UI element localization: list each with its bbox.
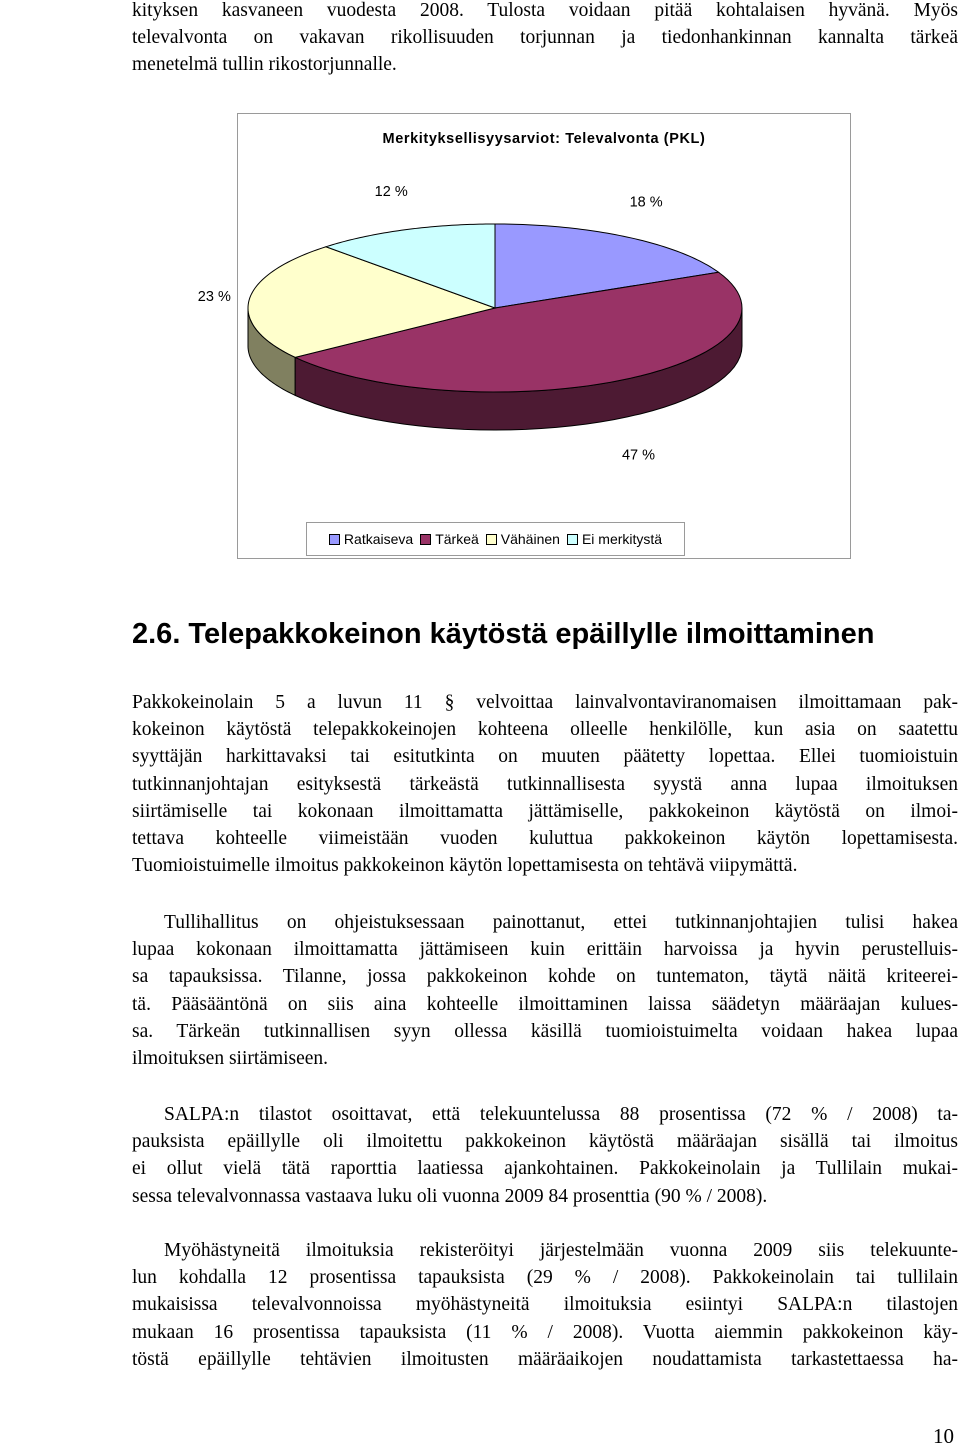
text-line: sa tapauksissa. Tilanne, jossa pakkokeinon kohde on tuntematon, täytä näitä kriteerei- — [132, 966, 958, 988]
legend-item — [420, 531, 479, 547]
text-line: sessa televalvonnassa vastaava luku oli vuonna 2009 84 prosenttia (90 % / 2008). — [132, 1185, 768, 1207]
legend-swatch — [420, 534, 431, 545]
legend-item — [486, 531, 560, 547]
text-line: tettava kohteelle viimeistään vuoden kuluttua pakkokeinon käytön lopettamisesta. — [132, 828, 958, 850]
text-line: SALPA:n tilastot osoittavat, että telekuuntelussa 88 prosentissa (72 % / 2008) ta- — [164, 1104, 958, 1125]
text-line: siirtämiselle tai kokonaan ilmoittamatta jättämiselle, pakkokeinon käytöstä on ilmoi- — [132, 800, 958, 822]
pie-data-label: 18 % — [629, 194, 663, 211]
paragraph — [132, 909, 958, 1072]
text-line: lun kohdalla 12 prosentissa tapauksista (29 % / 2008). Pakkokeinolain tai tullilain — [132, 1267, 958, 1289]
paragraph — [132, 1101, 958, 1210]
chart-legend — [306, 522, 685, 556]
text-line: Pakkokeinolain 5 a luvun 11 § velvoittaa lainvalvontaviranomaisen ilmoittamaan pak- — [132, 692, 958, 713]
pie-data-label: 47 % — [621, 447, 656, 464]
page-number: 10 — [933, 1424, 954, 1448]
legend-swatch — [567, 534, 578, 545]
text-line: Tullihallitus on ohjeistuksessaan painottanut, ettei tutkinnanjohtajien tulisi hakea — [164, 912, 958, 933]
text-line: ilmoituksen siirtämiseen. — [132, 1048, 329, 1070]
text-line: televalvonta on vakavan rikollisuuden torjunnan ja tiedonhankinnan kannalta tärkeä — [132, 27, 958, 49]
text-line: mukaisissa televalvonnoissa myöhästyneitä ilmoituksia esiintyi SALPA:n tilastojen — [132, 1294, 958, 1316]
text-line: Myöhästyneitä ilmoituksia rekisteröityi järjestelmään vuonna 2009 siis telekuunte- — [164, 1240, 958, 1261]
pie-chart-plot — [197, 114, 850, 558]
pie-data-label: 12 % — [374, 183, 408, 200]
legend-item — [567, 531, 662, 547]
text-line: tä. Pääsääntönä on siis aina kohteelle ilmoittaminen laissa säädetyn määräajan kulues- — [132, 993, 958, 1015]
chart-title: Merkityksellisyysarviot: Televalvonta (PKL) — [382, 131, 706, 147]
text-line: ei ollut vielä tätä raporttia laatiessa ajankohtainen. Pakkokeinolain ja Tullilain mukai- — [132, 1158, 958, 1180]
text-line: töstä epäillylle tehtävien ilmoitusten määräaikojen noudattamista tarkastettaessa ha- — [132, 1348, 958, 1370]
text-line: menetelmä tullin rikostorjunnalle. — [132, 54, 397, 76]
text-line: sa. Tärkeän tutkinnallisen syyn ollessa käsillä tuomioistuimelta voidaan hakea lupaa — [132, 1020, 958, 1042]
legend-swatch — [329, 534, 340, 545]
legend-label: Ratkaiseva — [343, 531, 414, 547]
text-line: lupaa kokonaan ilmoittamatta jättämiseen kuin erittäin harvoissa ja hyvin perustelluis- — [132, 939, 958, 961]
legend-label: Vähäinen — [500, 531, 560, 547]
top-paragraph — [132, 0, 958, 79]
text-line: pauksista epäillylle oli ilmoitettu pakkokeinon käytöstä määräajan sisällä tai ilmoitus — [132, 1131, 958, 1153]
paragraph — [132, 689, 958, 879]
text-line: kokeinon käytöstä telepakkokeinojen kohteena olleelle henkilölle, kun asia on saatettu — [132, 719, 958, 741]
text-line: mukaan 16 prosentissa tapauksista (11 % / 2008). Vuotta aiemmin pakkokeinon käy- — [132, 1321, 958, 1343]
legend-item — [329, 531, 413, 547]
legend-label: Ei merkitystä — [581, 531, 663, 547]
pie-data-label: 23 % — [197, 289, 231, 306]
paragraph — [132, 1237, 958, 1373]
legend-label: Tärkeä — [435, 531, 479, 547]
pie-chart — [197, 113, 851, 559]
text-line: syyttäjän harkittavaksi tai esitutkinta on muuten päätetty lopettaa. Ellei tuomioistuin — [132, 746, 958, 768]
text-line: Tuomioistuimelle ilmoitus pakkokeinon käytön lopettamisesta on tehtävä viipymättä. — [132, 855, 798, 877]
text-line: tutkinnanjohtajan esityksestä tärkeästä tutkinnallisesta syystä anna lupaa ilmoituksen — [132, 773, 958, 795]
legend-swatch — [486, 534, 497, 545]
section-heading: 2.6. Telepakkokeinon käytöstä epäillylle ilmoittaminen — [132, 618, 875, 650]
text-line: kityksen kasvaneen vuodesta 2008. Tulosta voidaan pitää kohtalaisen hyvänä. Myös — [132, 0, 958, 21]
